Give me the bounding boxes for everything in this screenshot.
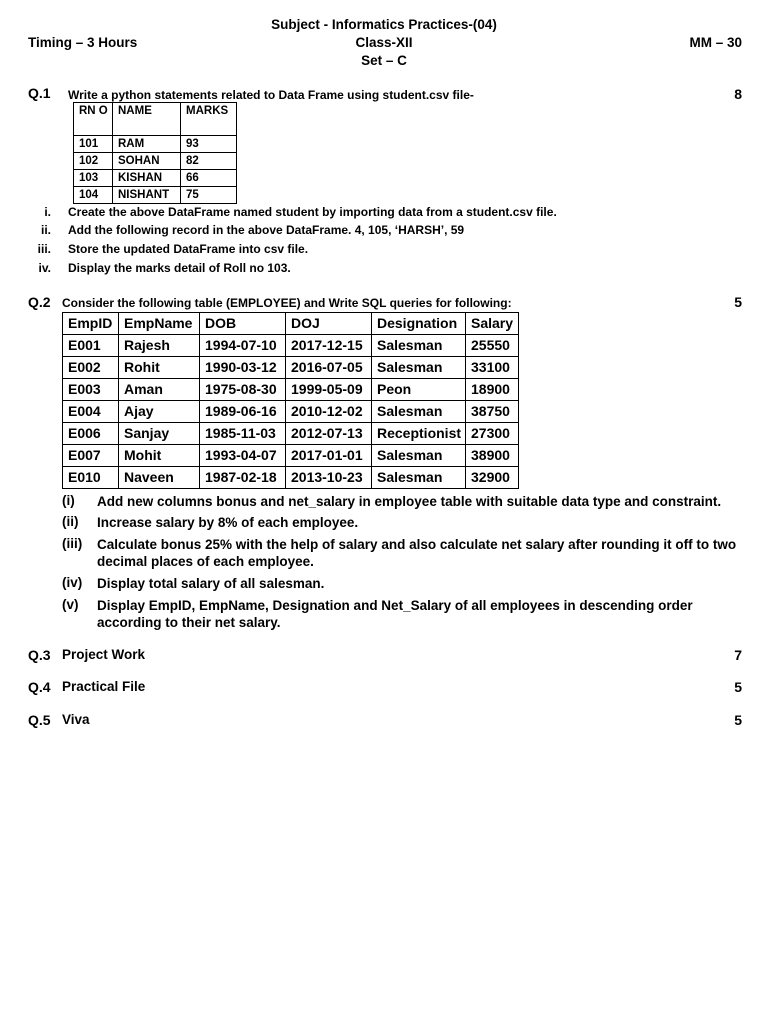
table-cell: 93 (181, 136, 237, 153)
q4-marks: 5 (734, 679, 742, 695)
table-cell: 2017-12-15 (286, 335, 372, 357)
table-cell: 1990-03-12 (200, 357, 286, 379)
header-cell: NAME (113, 103, 181, 136)
table-cell: Peon (372, 379, 466, 401)
table-cell: KISHAN (113, 170, 181, 187)
table-header-row (74, 103, 237, 136)
header-cell: RN O (74, 103, 113, 136)
table-cell: 38900 (466, 445, 519, 467)
table-cell: E003 (63, 379, 119, 401)
class-label: Class-XII (355, 35, 413, 50)
table-cell: Aman (119, 379, 200, 401)
timing: Timing – 3 Hours (28, 35, 138, 50)
table-cell: 1993-04-07 (200, 445, 286, 467)
max-marks: MM – 30 (689, 35, 742, 50)
header-cell: Designation (372, 313, 466, 335)
table-row (63, 379, 519, 401)
table-row (63, 357, 519, 379)
table-cell: Rohit (119, 357, 200, 379)
q1-item-text: Add the following record in the above DataFrame. 4, 105, ‘HARSH’, 59 (68, 223, 465, 237)
header-cell: EmpID (63, 313, 119, 335)
table-header-row (63, 313, 519, 335)
table-cell: 33100 (466, 357, 519, 379)
table-cell: 18900 (466, 379, 519, 401)
table-cell: Mohit (119, 445, 200, 467)
header-cell: DOJ (286, 313, 372, 335)
table-row (74, 170, 237, 187)
table-cell: 2017-01-01 (286, 445, 372, 467)
table-cell: 1994-07-10 (200, 335, 286, 357)
subject-title: Subject - Informatics Practices-(04) (271, 17, 497, 32)
table-cell: 1987-02-18 (200, 467, 286, 489)
table-cell: E002 (63, 357, 119, 379)
table-cell: E006 (63, 423, 119, 445)
table-cell: E010 (63, 467, 119, 489)
table-cell: Ajay (119, 401, 200, 423)
q1-item-number: i. (44, 205, 51, 219)
table-cell: 1989-06-16 (200, 401, 286, 423)
q2-item-text: Increase salary by 8% of each employee. (97, 515, 359, 530)
set-label: Set – C (361, 53, 407, 68)
table-cell: 101 (74, 136, 113, 153)
q1-marks: 8 (734, 86, 742, 102)
table-cell: Naveen (119, 467, 200, 489)
table-cell: SOHAN (113, 153, 181, 170)
q1-item-number: iii. (37, 242, 51, 256)
table-row (63, 423, 519, 445)
q2-item-text: Add new columns bonus and net_salary in employee table with suitable data type and constraint. (97, 494, 722, 509)
q2-item-text: Display total salary of all salesman. (97, 576, 325, 591)
q2-item-number: (v) (62, 597, 79, 612)
table-row (63, 401, 519, 423)
q2-item-number: (iv) (62, 575, 83, 590)
table-cell: Rajesh (119, 335, 200, 357)
q5-number: Q.5 (28, 712, 51, 728)
table-row (63, 335, 519, 357)
table-cell: 2016-07-05 (286, 357, 372, 379)
header-cell: EmpName (119, 313, 200, 335)
table-row (63, 445, 519, 467)
table-cell: E004 (63, 401, 119, 423)
q2-marks: 5 (734, 294, 742, 310)
q1-item-number: iv. (38, 261, 51, 275)
table-cell: Salesman (372, 401, 466, 423)
table-cell: 103 (74, 170, 113, 187)
q4-number: Q.4 (28, 679, 51, 695)
q1-item-text: Store the updated DataFrame into csv file. (68, 242, 309, 256)
header-cell: Salary (466, 313, 519, 335)
table-row (74, 187, 237, 204)
table-cell: 25550 (466, 335, 519, 357)
table-cell: 1999-05-09 (286, 379, 372, 401)
q2-text: Consider the following table (EMPLOYEE) and Write SQL queries for following: (62, 296, 512, 310)
q3-number: Q.3 (28, 647, 51, 663)
q2-item-number: (i) (62, 493, 75, 508)
employee-table (62, 312, 519, 489)
q4-text: Practical File (62, 679, 146, 694)
header-cell: MARKS (181, 103, 237, 136)
table-cell: 1975-08-30 (200, 379, 286, 401)
q5-marks: 5 (734, 712, 742, 728)
table-cell: E007 (63, 445, 119, 467)
table-cell: 2010-12-02 (286, 401, 372, 423)
table-cell: Salesman (372, 467, 466, 489)
q1-text: Write a python statements related to Data Frame using student.csv file- (68, 88, 474, 102)
table-cell: 32900 (466, 467, 519, 489)
q2-number: Q.2 (28, 294, 51, 310)
table-cell: 1985-11-03 (200, 423, 286, 445)
header-cell: DOB (200, 313, 286, 335)
table-cell: RAM (113, 136, 181, 153)
q2-item-number: (iii) (62, 536, 83, 551)
table-cell: Sanjay (119, 423, 200, 445)
q1-item-number: ii. (40, 223, 51, 237)
q1-item-text: Create the above DataFrame named student by importing data from a student.csv file. (68, 205, 557, 219)
table-cell: Salesman (372, 335, 466, 357)
table-cell: 66 (181, 170, 237, 187)
table-row (74, 136, 237, 153)
q3-marks: 7 (734, 647, 742, 663)
table-cell: 75 (181, 187, 237, 204)
table-cell: 102 (74, 153, 113, 170)
q1-number: Q.1 (28, 85, 51, 101)
q2-item-text: Calculate bonus 25% with the help of salary and also calculate net salary after rounding it off to two decimal places of each employee. (97, 537, 737, 569)
q2-item-number: (ii) (62, 514, 79, 529)
table-cell: Receptionist (372, 423, 466, 445)
q2-item-text: Display EmpID, EmpName, Designation and Net_Salary of all employees in descending order according to their net salary. (97, 598, 693, 630)
table-cell: Salesman (372, 445, 466, 467)
table-cell: 27300 (466, 423, 519, 445)
table-cell: 2012-07-13 (286, 423, 372, 445)
table-cell: 82 (181, 153, 237, 170)
q1-item-text: Display the marks detail of Roll no 103. (68, 261, 291, 275)
table-cell: E001 (63, 335, 119, 357)
q3-text: Project Work (62, 647, 146, 662)
table-row (63, 467, 519, 489)
table-cell: 2013-10-23 (286, 467, 372, 489)
table-cell: Salesman (372, 357, 466, 379)
table-cell: 104 (74, 187, 113, 204)
q5-text: Viva (62, 712, 90, 727)
student-table (73, 102, 237, 204)
table-row (74, 153, 237, 170)
table-cell: NISHANT (113, 187, 181, 204)
table-cell: 38750 (466, 401, 519, 423)
